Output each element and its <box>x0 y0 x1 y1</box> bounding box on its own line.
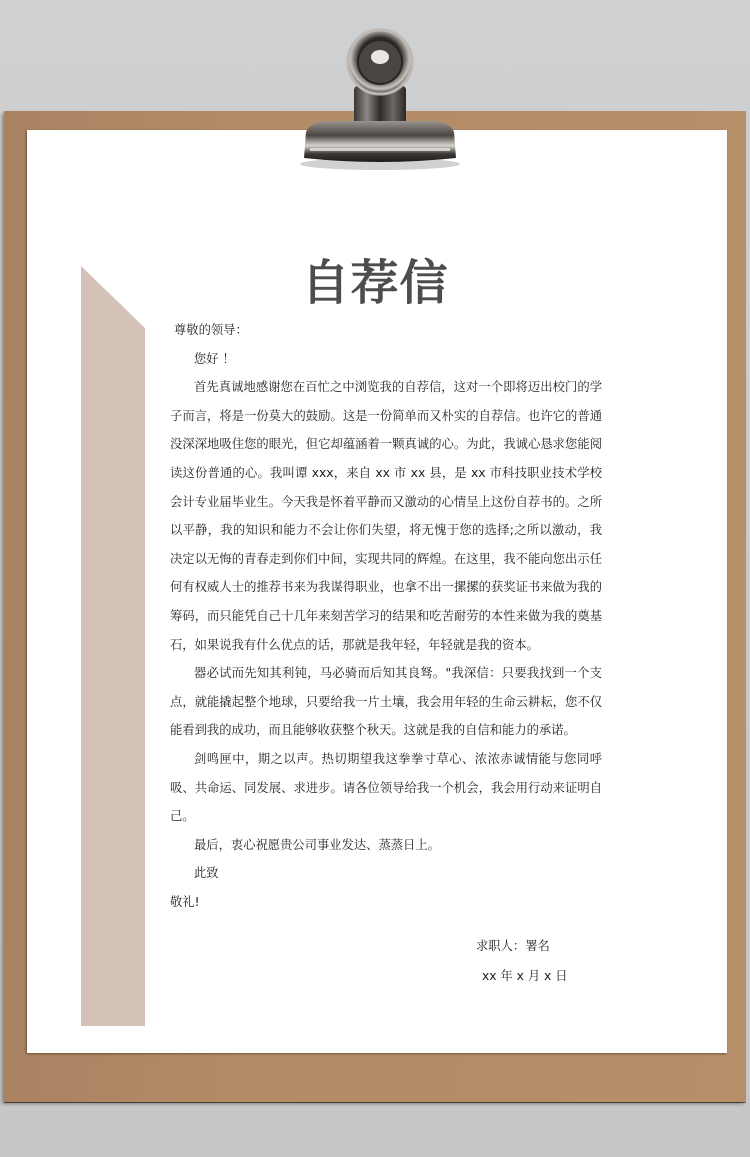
signature: 求职人：署名 <box>476 939 550 953</box>
salutation: 尊敬的领导： <box>174 323 248 337</box>
closing-line-2: 敬礼! <box>170 894 200 909</box>
greeting: 您好 ！ <box>194 351 235 366</box>
closing-line-1: 此致 <box>194 866 219 881</box>
paragraph: 首先真诚地感谢您在百忙之中浏览我的自荐信，这对一个即将迈出校门的学子而言，将是一份莫大的鼓励。这是一份简单而又朴实的自荐信。也许它的普通没深深地吸住您的眼光，但它却蕴涵着一颗真诚的心。为此，我诚心恳求您能阅读这份普通的心。我叫谭 xxx，来自 xx 市 xx 县，是 xx 市科技职业技术学校会计专业届毕业生。今天我是怀着平静而又激动的心情呈上这份自荐书的。之所以平静，我的知识和能力不会让你们失望，将无愧于您的选择;之所以激动，我决定以无悔的青春走到你们中间，实现共同的辉煌。在这里，我不能向您出示任何有权威人士的推荐书来为我谋得职业，也拿不出一摞摞的获奖证书来做为我的筹码，而只能凭自己十几年来刻苦学习的结果和吃苦耐劳的本性来做为我的奠基石，如果说我有什么优点的话，那就是我年轻，年轻就是我的资本。 <box>170 380 602 652</box>
decorative-side-bar <box>81 266 145 1026</box>
paragraph: 器必试而先知其利钝，马必骑而后知其良驽。"我深信：只要我找到一个支点，就能撬起整个地球，只要给我一片土壤，我会用年轻的生命云耕耘，您不仅能看到我的成功，而且能够收获整个秋天。这就是我的自信和能力的承诺。 <box>170 666 602 738</box>
date: xx 年 x 月 x 日 <box>482 969 568 983</box>
page-title: 自荐信 <box>301 255 449 311</box>
binder-clip-icon <box>296 24 464 170</box>
letter-body <box>170 316 602 916</box>
paragraph: 最后，衷心祝愿贵公司事业发达、蒸蒸日上。 <box>194 837 440 852</box>
paragraph: 剑鸣匣中，期之以声。热切期望我这拳拳寸草心、浓浓赤诚情能与您同呼吸、共命运、同发展、求进步。请各位领导给我一个机会，我会用行动来证明自己。 <box>170 751 602 824</box>
